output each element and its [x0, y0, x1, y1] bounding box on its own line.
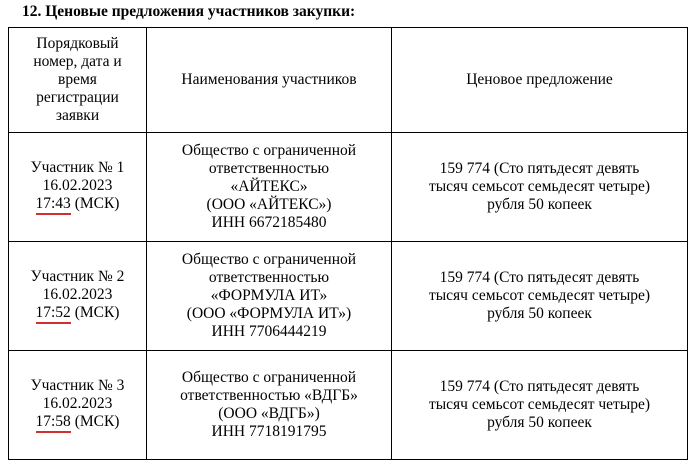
- name-line: Общество с ограниченной: [181, 141, 357, 159]
- price-line: тысяч семьсот семьдесят четыре): [428, 177, 651, 195]
- registration-time-value: 17:52: [36, 305, 71, 324]
- cell-registration: [9, 350, 147, 459]
- header-line: Порядковый: [36, 34, 119, 52]
- registration-time-value: 17:58: [36, 414, 71, 433]
- registration-time: [14, 304, 141, 324]
- table-row: [9, 241, 688, 350]
- price-line: 159 774 (Сто пятьдесят девять: [439, 377, 640, 395]
- cell-price-offer: [392, 241, 688, 350]
- cell-participant-name: [147, 241, 392, 350]
- registration-time-zone: (МСК): [70, 303, 120, 321]
- price-line: рубля 50 копеек: [487, 195, 592, 213]
- price-line: тысяч семьсот семьдесят четыре): [428, 395, 651, 413]
- price-offers-table: [8, 27, 688, 460]
- header-line: Ценовое предложение: [466, 70, 613, 88]
- price-line: 159 774 (Сто пятьдесят девять: [439, 159, 640, 177]
- price-line: рубля 50 копеек: [487, 413, 592, 431]
- registration-time: [14, 195, 141, 215]
- column-header-participants: [147, 27, 392, 132]
- participant-number: Участник № 2: [30, 267, 125, 285]
- table-row: [9, 350, 688, 459]
- table-row: [9, 132, 688, 241]
- name-line: «АЙТЕКС»: [230, 177, 308, 195]
- registration-date: 16.02.2023: [42, 394, 113, 412]
- page-title: 12. Ценовые предложения участников закупки:: [22, 3, 356, 20]
- inn-line: ИНН 7706444219: [211, 322, 327, 340]
- inn-line: ИНН 6672185480: [211, 213, 327, 231]
- registration-date: 16.02.2023: [42, 176, 113, 194]
- name-line: Общество с ограниченной: [181, 368, 357, 386]
- column-header-price-offer: [392, 27, 688, 132]
- price-line: 159 774 (Сто пятьдесят девять: [439, 268, 640, 286]
- header-line: регистрации: [36, 88, 119, 106]
- name-line: ответственностью «ВДГБ»: [180, 386, 358, 404]
- cell-registration: [9, 241, 147, 350]
- registration-time-zone: (МСК): [70, 194, 120, 212]
- registration-time: [14, 413, 141, 433]
- name-line: (ООО «ВДГБ»): [218, 404, 320, 422]
- price-line: тысяч семьсот семьдесят четыре): [428, 286, 651, 304]
- header-line: номер, дата и: [33, 52, 122, 70]
- cell-participant-name: [147, 132, 392, 241]
- header-line: Наименования участников: [181, 70, 357, 88]
- name-line: Общество с ограниченной: [181, 250, 357, 268]
- cell-registration: [9, 132, 147, 241]
- cell-price-offer: [392, 350, 688, 459]
- registration-date: 16.02.2023: [42, 285, 113, 303]
- cell-price-offer: [392, 132, 688, 241]
- header-line: время: [58, 70, 97, 88]
- table-header-row: [9, 27, 688, 132]
- column-header-registration: [9, 27, 147, 132]
- header-line: заявки: [55, 106, 100, 124]
- name-line: «ФОРМУЛА ИТ»: [210, 286, 328, 304]
- name-line: (ООО «АЙТЕКС»): [206, 195, 332, 213]
- name-line: (ООО «ФОРМУЛА ИТ»): [186, 304, 352, 322]
- price-line: рубля 50 копеек: [487, 304, 592, 322]
- inn-line: ИНН 7718191795: [211, 422, 327, 440]
- cell-participant-name: [147, 350, 392, 459]
- participant-number: Участник № 3: [30, 376, 125, 394]
- registration-time-value: 17:43: [36, 196, 71, 215]
- participant-number: Участник № 1: [30, 158, 125, 176]
- name-line: ответственностью: [208, 159, 330, 177]
- registration-time-zone: (МСК): [70, 412, 120, 430]
- name-line: ответственностью: [208, 268, 330, 286]
